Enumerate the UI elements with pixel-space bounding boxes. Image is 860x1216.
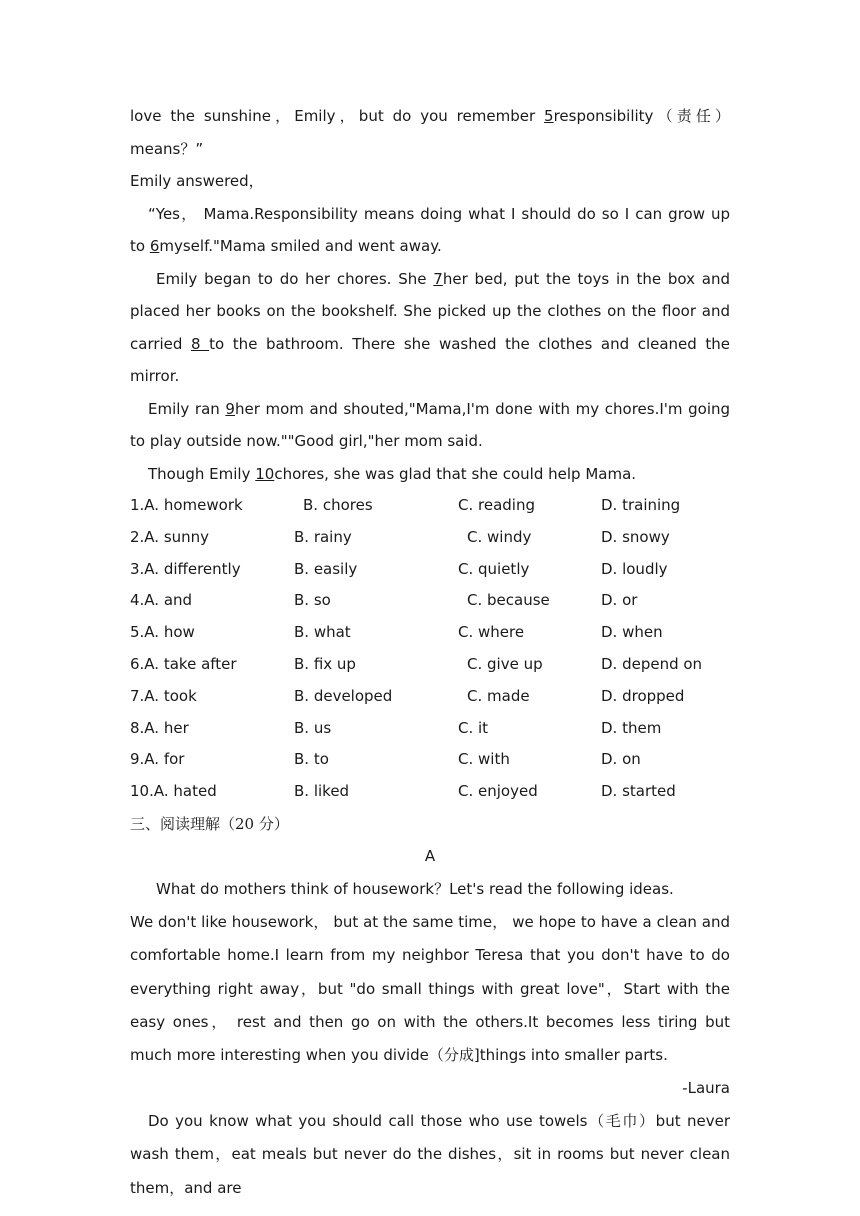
story-text: her bed, put the toys in the box and placed her books on the bookshelf. She picked up the clothes on the floor and carried [130, 269, 730, 353]
blank-8: 8 [191, 334, 210, 353]
options-list [130, 490, 730, 808]
story-text: Emily answered， [130, 172, 264, 190]
option-row-3 [130, 554, 730, 586]
option-d: D. loudly [601, 559, 668, 578]
blank-7: 7 [433, 269, 443, 288]
option-a: 9.A. for [130, 750, 185, 769]
option-row-9 [130, 744, 730, 776]
option-a: 3.A. differently [130, 559, 241, 578]
blank-6: 6 [149, 237, 160, 255]
option-row-8 [130, 713, 730, 745]
option-c: C. with [458, 750, 510, 769]
laura-paragraph: We don't like housework， but at the same time， we hope to have a clean and comfortable home.I learn from my neighbor Teresa that you don't have to do everything right away，but "do small things with great love"，Start with the easy ones， rest and then go on with the others.It becomes less tiring but much more interesting when you divide（分成]things into smaller parts. [130, 913, 730, 1064]
option-d: D. dropped [601, 686, 685, 705]
option-c: C. because [467, 591, 550, 610]
option-d: D. started [601, 782, 676, 801]
story-paragraph-4 [130, 393, 730, 458]
blank-5: 5 [544, 107, 554, 125]
option-c: C. where [458, 623, 525, 642]
option-a: 8.A. her [130, 718, 189, 737]
option-b: B. developed [294, 686, 393, 705]
option-c: C. it [458, 718, 489, 737]
story-text: Emily began to do her chores. She [156, 269, 434, 288]
option-b: B. fix up [294, 654, 356, 673]
option-d: D. training [601, 496, 681, 514]
option-a: 6.A. take after [130, 654, 237, 673]
story-text: “Yes， Mama.Responsibility means doing what I should do so I can grow up to [130, 204, 730, 255]
passage-intro: What do mothers think of housework？Let's read the following ideas. [156, 879, 674, 898]
story-paragraph-1 [130, 100, 730, 198]
story-paragraph-3 [130, 263, 730, 393]
option-b: B. so [294, 591, 331, 610]
option-d: D. snowy [601, 527, 670, 546]
blank-10: 10 [255, 464, 275, 483]
story-text: her mom and shouted,"Mama,I'm done with my chores.I'm going to play outside now.""Good girl,"her mom said. [130, 399, 731, 450]
story-text: responsibility（责任）means？” [130, 107, 730, 158]
option-row-6 [130, 649, 730, 681]
story-text: love the sunshine，Emily，but do you remember [130, 107, 545, 125]
story-paragraph-2 [130, 198, 730, 263]
story-paragraph-5 [130, 458, 730, 491]
option-row-7 [130, 681, 730, 713]
page-content [130, 100, 730, 1205]
option-row-4 [130, 585, 730, 617]
option-a: 7.A. took [130, 686, 197, 705]
blank-9: 9 [225, 399, 235, 418]
option-b: B. what [294, 623, 351, 642]
option-d: D. when [601, 623, 663, 642]
option-d: D. or [601, 591, 638, 610]
option-row-2 [130, 522, 730, 554]
option-row-1 [130, 490, 730, 522]
story-text: Emily ran [148, 399, 226, 418]
option-b: B. to [294, 750, 329, 769]
option-a: 2.A. sunny [130, 527, 210, 546]
option-b: B. liked [294, 782, 350, 801]
story-text: Though Emily [148, 464, 256, 483]
option-c: C. reading [458, 496, 535, 514]
option-a: 10.A. hated [130, 782, 217, 801]
option-c: C. windy [467, 527, 532, 546]
option-d: D. on [601, 750, 641, 769]
option-a: 4.A. and [130, 591, 193, 610]
story-text: chores, she was glad that she could help Mama. [274, 464, 637, 483]
laura-signature: -Laura [682, 1079, 730, 1098]
story-text: to the bathroom. There she washed the clothes and cleaned the mirror. [130, 334, 730, 385]
option-c: C. made [467, 686, 530, 705]
option-b: B. easily [294, 559, 358, 578]
option-b: B. us [294, 718, 332, 737]
option-a: 5.A. how [130, 623, 195, 642]
option-d: D. them [601, 718, 662, 737]
passage-label: A [424, 846, 436, 865]
option-row-5 [130, 617, 730, 649]
section-title: 三、阅读理解（20 分） [130, 814, 289, 833]
option-c: C. give up [467, 654, 543, 673]
option-c: C. enjoyed [458, 782, 538, 801]
option-b: B. rainy [294, 527, 352, 546]
next-paragraph: Do you know what you should call those who use towels（毛巾）but never wash them，eat meals but never do the dishes，sit in rooms but never clean them，and are [130, 1112, 730, 1197]
option-row-10 [130, 776, 730, 808]
option-c: C. quietly [458, 559, 530, 578]
option-b: B. chores [303, 496, 373, 514]
option-d: D. depend on [601, 654, 703, 673]
option-a: 1.A. homework [130, 496, 243, 514]
story-text: myself."Mama smiled and went away. [159, 237, 442, 255]
